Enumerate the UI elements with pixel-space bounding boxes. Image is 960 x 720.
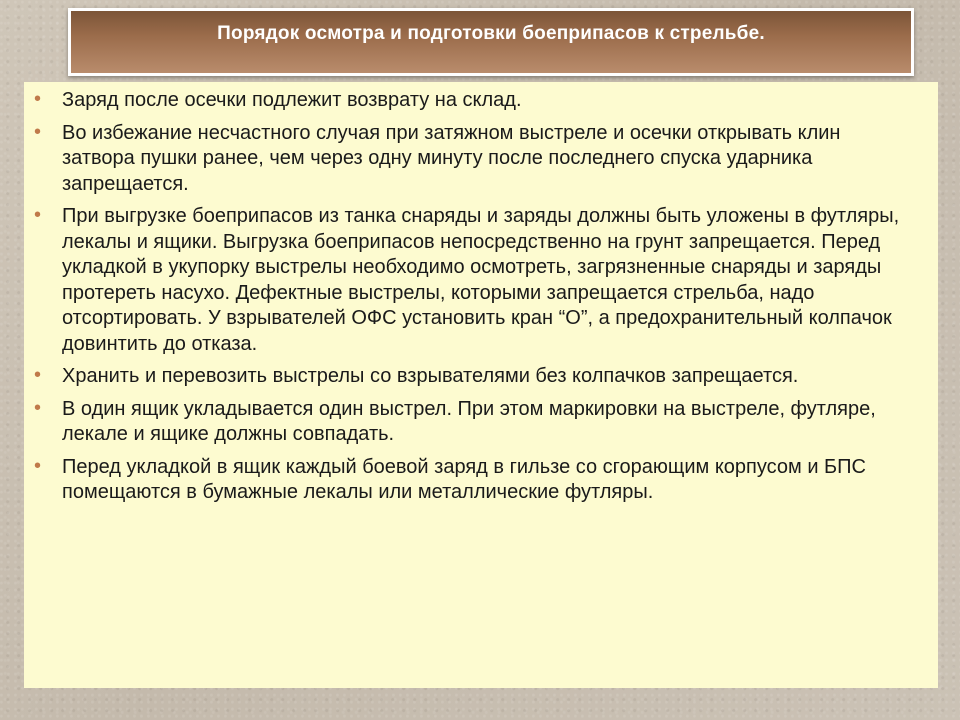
bullet-text: Перед укладкой в ящик каждый боевой заряд в гильзе со сгорающим корпусом и БПС помещаются в бумажные лекалы или металлические футляры. — [62, 455, 866, 503]
bullet-icon: • — [34, 396, 42, 419]
slide-title: Порядок осмотра и подготовки боеприпасов к стрельбе. — [217, 23, 765, 44]
bullet-text: Заряд после осечки подлежит возврату на склад. — [62, 89, 522, 111]
list-item — [34, 121, 918, 198]
bullet-icon: • — [34, 454, 42, 477]
list-item — [34, 88, 918, 114]
slide-title-bar — [68, 8, 914, 76]
bullet-icon: • — [34, 120, 42, 143]
bullet-icon: • — [34, 88, 42, 110]
list-item — [34, 364, 918, 390]
list-item — [34, 204, 918, 357]
bullet-text: При выгрузке боеприпасов из танка снаряды и заряды должны быть уложены в футляры, лекалы и ящики. Выгрузка боеприпасов непосредственно на грунт запрещается. Перед укладкой в укупорку выстрелы необходимо осмотреть, загрязненные снаряды и заряды протереть насухо. Дефектные выстрелы, которыми запрещается стрельба, надо отсортировать. У взрывателей ОФС установить кран “О”, а предохранительный колпачок довинтить до отказа. — [62, 205, 900, 355]
bullet-text: Во избежание несчастного случая при затяжном выстреле и осечки открывать клин затвора пушки ранее, чем через одну минуту после последнего спуска ударника запрещается. — [62, 121, 841, 195]
content-panel — [24, 82, 938, 688]
list-item — [34, 455, 918, 506]
bullet-list — [24, 82, 938, 506]
bullet-text: Хранить и перевозить выстрелы со взрывателями без колпачков запрещается. — [62, 365, 799, 387]
bullet-text: В один ящик укладывается один выстрел. При этом маркировки на выстреле, футляре, лекале и ящике должны совпадать. — [62, 397, 876, 445]
bullet-icon: • — [34, 204, 42, 226]
list-item — [34, 397, 918, 448]
bullet-icon: • — [34, 364, 42, 386]
